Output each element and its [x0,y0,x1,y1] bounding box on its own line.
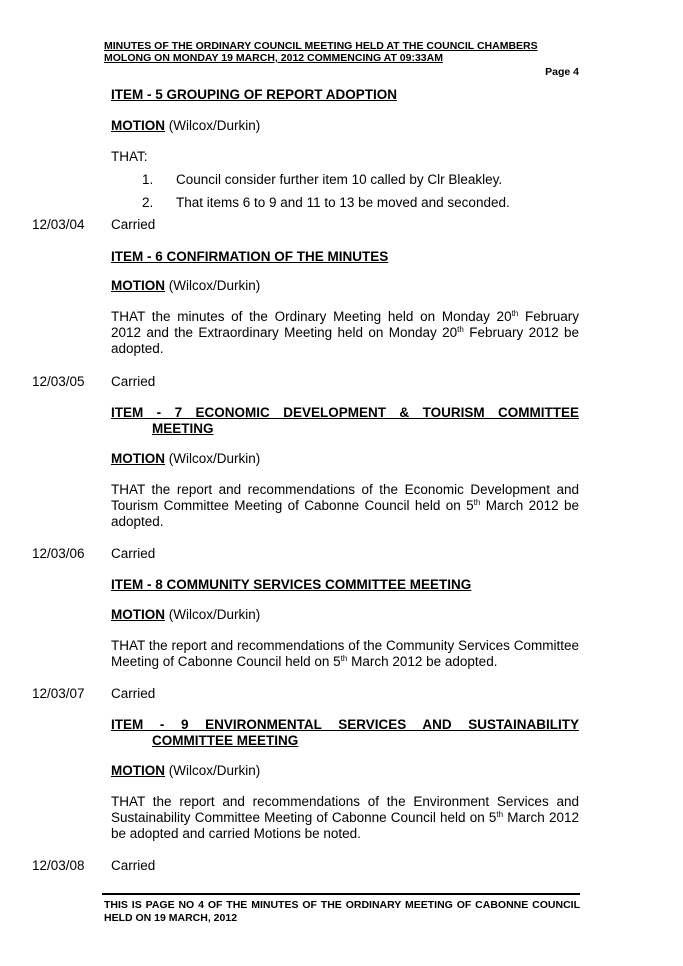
item-7-motion [111,451,260,467]
text-part: THAT the report and recommendations of the Economic Development and Tourism Committee Meeting of Cabonne Council held on 5 [111,482,579,513]
item-9-title-line-1 [111,717,579,733]
text-part: February 2012 be adopted. [111,325,579,356]
item-9-motion [111,763,260,779]
text-part: THAT the report and recommendations of the Community Services Committee Meeting of Cabonne Council held on 5 [111,638,579,669]
item-9-title-line-2: COMMITTEE MEETING [152,733,299,748]
item-9-resolution-number: 12/03/08 [32,858,85,873]
ordinal-suffix: th [511,309,519,318]
item-7-outcome: Carried [111,546,156,561]
item-8-title: ITEM - 8 COMMUNITY SERVICES COMMITTEE MEETING [111,577,472,592]
item-7-title-line-1 [111,405,579,421]
motion-label: MOTION [111,451,165,466]
item-5-outcome: Carried [111,217,156,232]
page-footer: THIS IS PAGE NO 4 OF THE MINUTES OF THE ORDINARY MEETING OF CABONNE COUNCIL HELD ON 19 MARCH, 2012 [104,899,580,924]
item-8-outcome: Carried [111,686,156,701]
ordinal-suffix: th [340,654,348,663]
motion-movers: (Wilcox/Durkin) [165,451,261,466]
item-5-point-1-text: Council consider further item 10 called by Clr Bleakley. [176,172,503,187]
item-6-title: ITEM - 6 CONFIRMATION OF THE MINUTES [111,249,389,264]
item-7-resolution-number: 12/03/06 [32,546,85,561]
footer-rule [102,893,580,895]
ordinal-suffix: th [473,498,481,507]
item-6-outcome: Carried [111,374,156,389]
item-5-point-1-number: 1. [142,172,154,187]
text-part: THAT the minutes of the Ordinary Meeting held on Monday 20 [111,309,512,324]
title-text: ITEM - 7 ECONOMIC DEVELOPMENT & TOURISM COMMITTEE [111,405,579,420]
header-line-1: MINUTES OF THE ORDINARY COUNCIL MEETING HELD AT THE COUNCIL CHAMBERS [104,40,538,52]
title-text: ITEM - 9 ENVIRONMENTAL SERVICES AND SUSTAINABILITY [111,717,579,732]
text-part: February 2012 and the Extraordinary Meeting held on Monday 20 [111,309,579,340]
text-part: THAT the report and recommendations of the Environment Services and Sustainability Committee Meeting of Cabonne Council held on 5 [111,794,579,825]
item-9-resolution-text [111,794,579,842]
item-7-resolution-text [111,482,579,530]
item-6-resolution-text [111,309,579,357]
header-line-2: MOLONG ON MONDAY 19 MARCH, 2012 COMMENCING AT 09:33AM [104,52,443,64]
item-5-resolution-number: 12/03/04 [32,217,85,232]
motion-label: MOTION [111,763,165,778]
text-part: March 2012 be adopted and carried Motions be noted. [111,810,579,841]
ordinal-suffix: th [496,810,504,819]
item-5-motion [111,118,260,134]
item-8-resolution-number: 12/03/07 [32,686,85,701]
motion-movers: (Wilcox/Durkin) [165,763,261,778]
page-number: Page 4 [545,66,579,78]
motion-movers: (Wilcox/Durkin) [165,278,261,293]
item-9-outcome: Carried [111,858,156,873]
item-5-point-2-text: That items 6 to 9 and 11 to 13 be moved and seconded. [176,195,510,210]
item-8-resolution-text [111,638,579,670]
motion-movers: (Wilcox/Durkin) [165,607,261,622]
item-8-motion [111,607,260,623]
item-6-resolution-number: 12/03/05 [32,374,85,389]
item-5-title: ITEM - 5 GROUPING OF REPORT ADOPTION [111,87,398,102]
motion-label: MOTION [111,278,165,293]
ordinal-suffix: th [457,325,464,334]
item-7-title-line-2: MEETING [152,421,214,436]
page-header [104,40,580,64]
text-part: March 2012 be adopted. [111,498,579,529]
item-5-point-2-number: 2. [142,195,154,210]
motion-label: MOTION [111,607,165,622]
text-part: March 2012 be adopted. [347,654,498,669]
item-6-motion [111,278,260,294]
item-5-that: THAT: [111,149,148,164]
motion-movers: (Wilcox/Durkin) [165,118,261,133]
motion-label: MOTION [111,118,165,133]
